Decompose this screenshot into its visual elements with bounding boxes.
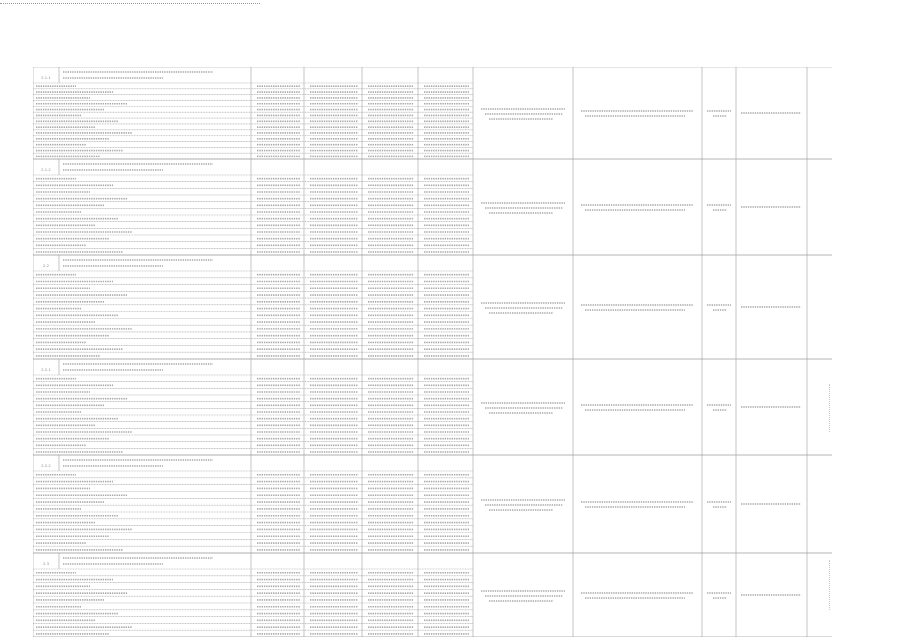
block-index: 2.2 <box>42 263 50 268</box>
block-index: 2.3 <box>42 561 50 566</box>
block-index: 2.1.2 <box>41 167 51 172</box>
header-rule <box>0 3 260 4</box>
budget-table <box>33 67 832 637</box>
scanned-page <box>33 67 832 637</box>
block-index: 2.1.1 <box>41 75 51 80</box>
block-index: 2.2.1 <box>41 367 51 372</box>
block-index: 2.2.2 <box>41 463 51 468</box>
